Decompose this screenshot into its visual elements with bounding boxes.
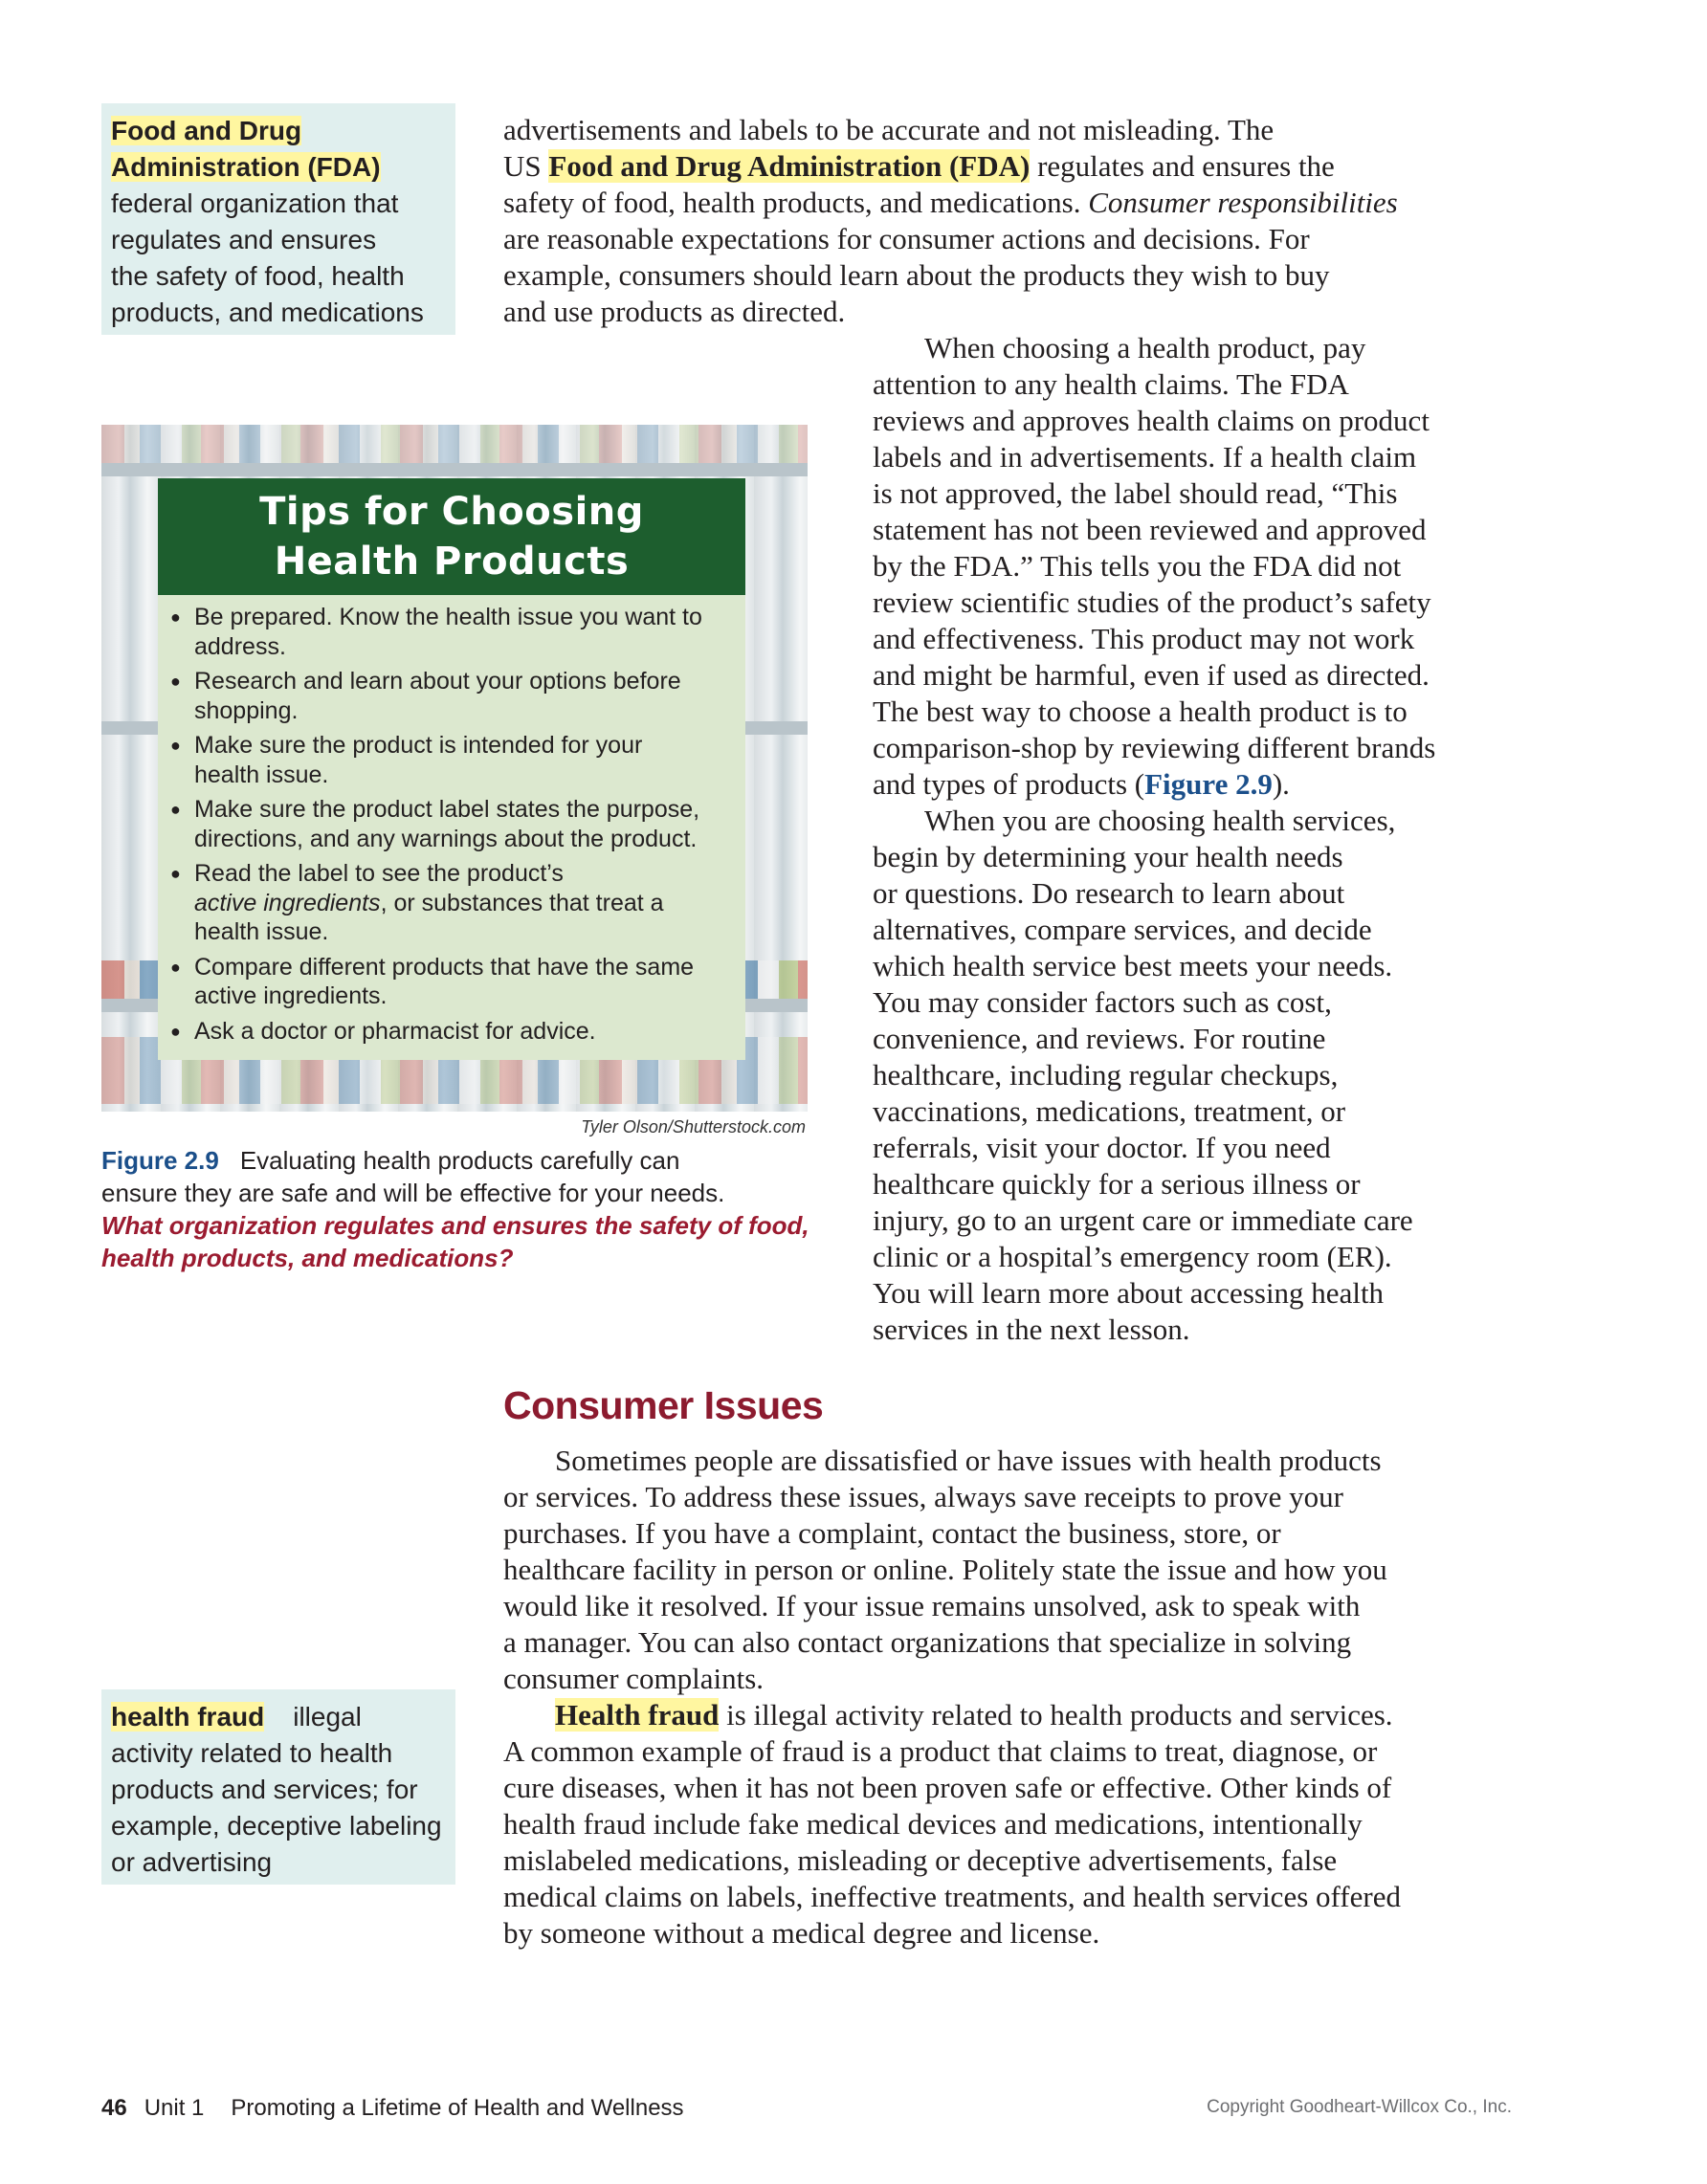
text-line — [503, 148, 1518, 185]
text-line: referrals, visit your doctor. If you need — [873, 1131, 1331, 1164]
text-line: begin by determining your health needs — [873, 840, 1343, 873]
text-line: or services. To address these issues, always save receipts to prove your — [503, 1480, 1343, 1513]
glossary-term-highlight: Food and Drug Administration (FDA) — [548, 149, 1031, 183]
tip-line: address. — [194, 632, 286, 660]
text-span: , or substances that treat a — [380, 889, 664, 916]
text-line: healthcare, including regular checkups, — [873, 1058, 1339, 1092]
text-line: mislabeled medications, misleading or deceptive advertisements, false — [503, 1843, 1338, 1877]
text-line: healthcare quickly for a serious illness or — [873, 1167, 1361, 1201]
tip-item — [168, 795, 743, 853]
copyright: Copyright Goodheart-Willcox Co., Inc. — [1207, 2097, 1512, 2117]
tip-item — [168, 859, 743, 947]
tip-item — [168, 1017, 743, 1047]
tip-line: ● Compare different products that have the same — [194, 953, 695, 981]
tip-line: ● Research and learn about your options before — [194, 668, 681, 695]
tips-title-line: Tips for Choosing — [259, 490, 644, 534]
text-span: regulates and ensures the — [1037, 149, 1335, 183]
figure-reference-link[interactable]: Figure 2.9 — [1144, 767, 1273, 801]
text-span: safety of food, health products, and medications. — [503, 186, 1081, 219]
section-heading: Consumer Issues — [503, 1383, 824, 1427]
text-line — [503, 185, 1518, 221]
page-footer — [101, 2095, 1512, 2122]
text-line: review scientific studies of the product’s safety — [873, 585, 1431, 619]
tip-line — [194, 889, 743, 918]
text-line: which health service best meets your needs. — [873, 949, 1393, 982]
text-line: and might be harmful, even if used as directed. — [873, 658, 1430, 692]
glossary-first-line — [111, 1699, 446, 1735]
text-span: and types of products ( — [873, 767, 1145, 801]
text-line: consumer complaints. — [503, 1662, 765, 1695]
text-line: Sometimes people are dissatisfied or have issues with health products — [555, 1444, 1382, 1477]
figure-label: Figure 2.9 — [101, 1146, 219, 1175]
glossary-definition-line: or advertising — [111, 1847, 273, 1877]
tip-line: health issue. — [194, 761, 329, 788]
glossary-term: Administration (FDA) — [111, 152, 381, 182]
glossary-term: Food and Drug — [111, 116, 302, 145]
shelf-decor — [101, 425, 808, 463]
text-line: alternatives, compare services, and decide — [873, 913, 1372, 946]
text-line: are reasonable expectations for consumer actions and decisions. For — [503, 222, 1310, 255]
text-line: convenience, and reviews. For routine — [873, 1022, 1326, 1055]
text-line: example, consumers should learn about the products they wish to buy — [503, 258, 1330, 292]
text-line: When choosing a health product, pay — [924, 331, 1366, 364]
text-line: advertisements and labels to be accurate and not misleading. The — [503, 113, 1275, 146]
glossary-box-health-fraud — [101, 1689, 455, 1885]
text-line: injury, go to an urgent care or immediate care — [873, 1203, 1413, 1237]
unit-label: Unit 1 — [144, 2095, 205, 2121]
text-line: purchases. If you have a complaint, contact the business, store, or — [503, 1516, 1281, 1550]
intro-paragraph — [503, 112, 1518, 330]
text-line — [503, 1697, 1527, 1733]
glossary-box-fda — [101, 103, 455, 335]
text-line: You will learn more about accessing health — [873, 1276, 1385, 1310]
text-line: labels and in advertisements. If a health claim — [873, 440, 1417, 474]
tip-line: ● Ask a doctor or pharmacist for advice. — [194, 1017, 596, 1045]
text-line: vaccinations, medications, treatment, or — [873, 1094, 1346, 1128]
tip-item — [168, 731, 743, 789]
page-number: 46 — [101, 2095, 127, 2121]
text-span: US — [503, 149, 542, 183]
tips-list — [168, 603, 743, 1051]
caption-question: What organization regulates and ensures the safety of food, — [101, 1211, 809, 1240]
tip-line: shopping. — [194, 696, 299, 724]
tip-line: ● Make sure the product is intended for your — [194, 732, 643, 759]
glossary-definition-line: the safety of food, health — [111, 261, 405, 291]
tips-title-line: Health Products — [274, 540, 630, 584]
tip-item — [168, 953, 743, 1011]
text-line: services in the next lesson. — [873, 1313, 1190, 1346]
tip-line: directions, and any warnings about the product. — [194, 825, 698, 852]
tip-item — [168, 667, 743, 725]
text-line: medical claims on labels, ineffective treatments, and health services offered — [503, 1880, 1401, 1913]
tips-title — [158, 478, 745, 595]
glossary-definition-line: federal organization that — [111, 188, 399, 218]
glossary-definition-line: products, and medications — [111, 298, 424, 327]
text-line: or questions. Do research to learn about — [873, 876, 1345, 910]
caption-line — [101, 1144, 809, 1177]
text-line: and effectiveness. This product may not work — [873, 622, 1415, 655]
text-line: You may consider factors such as cost, — [873, 985, 1332, 1019]
text-line: a manager. You can also contact organizations that specialize in solving — [503, 1625, 1352, 1659]
glossary-definition-line: example, deceptive labeling — [111, 1811, 442, 1841]
text-line: reviews and approves health claims on product — [873, 404, 1430, 437]
tip-item — [168, 603, 743, 661]
text-line: comparison-shop by reviewing different brands — [873, 731, 1436, 764]
text-line: attention to any health claims. The FDA — [873, 367, 1349, 401]
text-line: statement has not been reviewed and approved — [873, 513, 1427, 546]
consumer-issues-text — [503, 1443, 1527, 1952]
text-line: by the FDA.” This tells you the FDA did not — [873, 549, 1402, 583]
unit-title: Promoting a Lifetime of Health and Wellness — [231, 2095, 684, 2121]
text-span: ). — [1272, 767, 1290, 801]
glossary-definition-line: products and services; for — [111, 1775, 418, 1804]
photo-credit: Tyler Olson/Shutterstock.com — [581, 1117, 806, 1136]
text-span: is illegal activity related to health products and services. — [726, 1698, 1393, 1732]
tip-line: ● Make sure the product label states the purpose, — [194, 796, 700, 823]
text-line: is not approved, the label should read, “This — [873, 476, 1398, 510]
italic-term: Consumer responsibilities — [1088, 186, 1398, 219]
glossary-term: health fraud — [111, 1702, 265, 1732]
text-line: and use products as directed. — [503, 295, 846, 328]
shelf-decor — [101, 463, 808, 476]
caption-question: health products, and medications? — [101, 1244, 514, 1272]
tip-line: health issue. — [194, 918, 329, 945]
text-line: cure diseases, when it has not been proven safe or effective. Other kinds of — [503, 1771, 1392, 1804]
tip-line: active ingredients. — [194, 982, 388, 1009]
text-line — [873, 766, 1523, 803]
text-line: A common example of fraud is a product that claims to treat, diagnose, or — [503, 1734, 1378, 1768]
text-line: When you are choosing health services, — [924, 804, 1396, 837]
text-span: Evaluating health products carefully can — [239, 1146, 680, 1175]
figure-caption — [101, 1144, 809, 1274]
text-line: health fraud include fake medical devices and medications, intentionally — [503, 1807, 1363, 1841]
tip-line: ● Be prepared. Know the health issue you want to — [194, 604, 702, 630]
text-span: illegal — [293, 1702, 362, 1732]
text-line: by someone without a medical degree and license. — [503, 1916, 1100, 1950]
glossary-term-highlight: Health fraud — [555, 1698, 720, 1732]
text-line: The best way to choose a health product is to — [873, 695, 1408, 728]
tip-line: ● Read the label to see the product’s — [194, 860, 564, 887]
text-line: would like it resolved. If your issue remains unsolved, ask to speak with — [503, 1589, 1361, 1622]
italic-term: active ingredients — [194, 889, 381, 916]
glossary-definition-line: activity related to health — [111, 1738, 393, 1768]
text-line: healthcare facility in person or online. Politely state the issue and how you — [503, 1553, 1387, 1586]
text-line: clinic or a hospital’s emergency room (ER). — [873, 1240, 1392, 1273]
glossary-definition-line: regulates and ensures — [111, 225, 377, 254]
right-column-text — [873, 330, 1523, 1348]
caption-line: ensure they are safe and will be effective for your needs. — [101, 1179, 725, 1207]
